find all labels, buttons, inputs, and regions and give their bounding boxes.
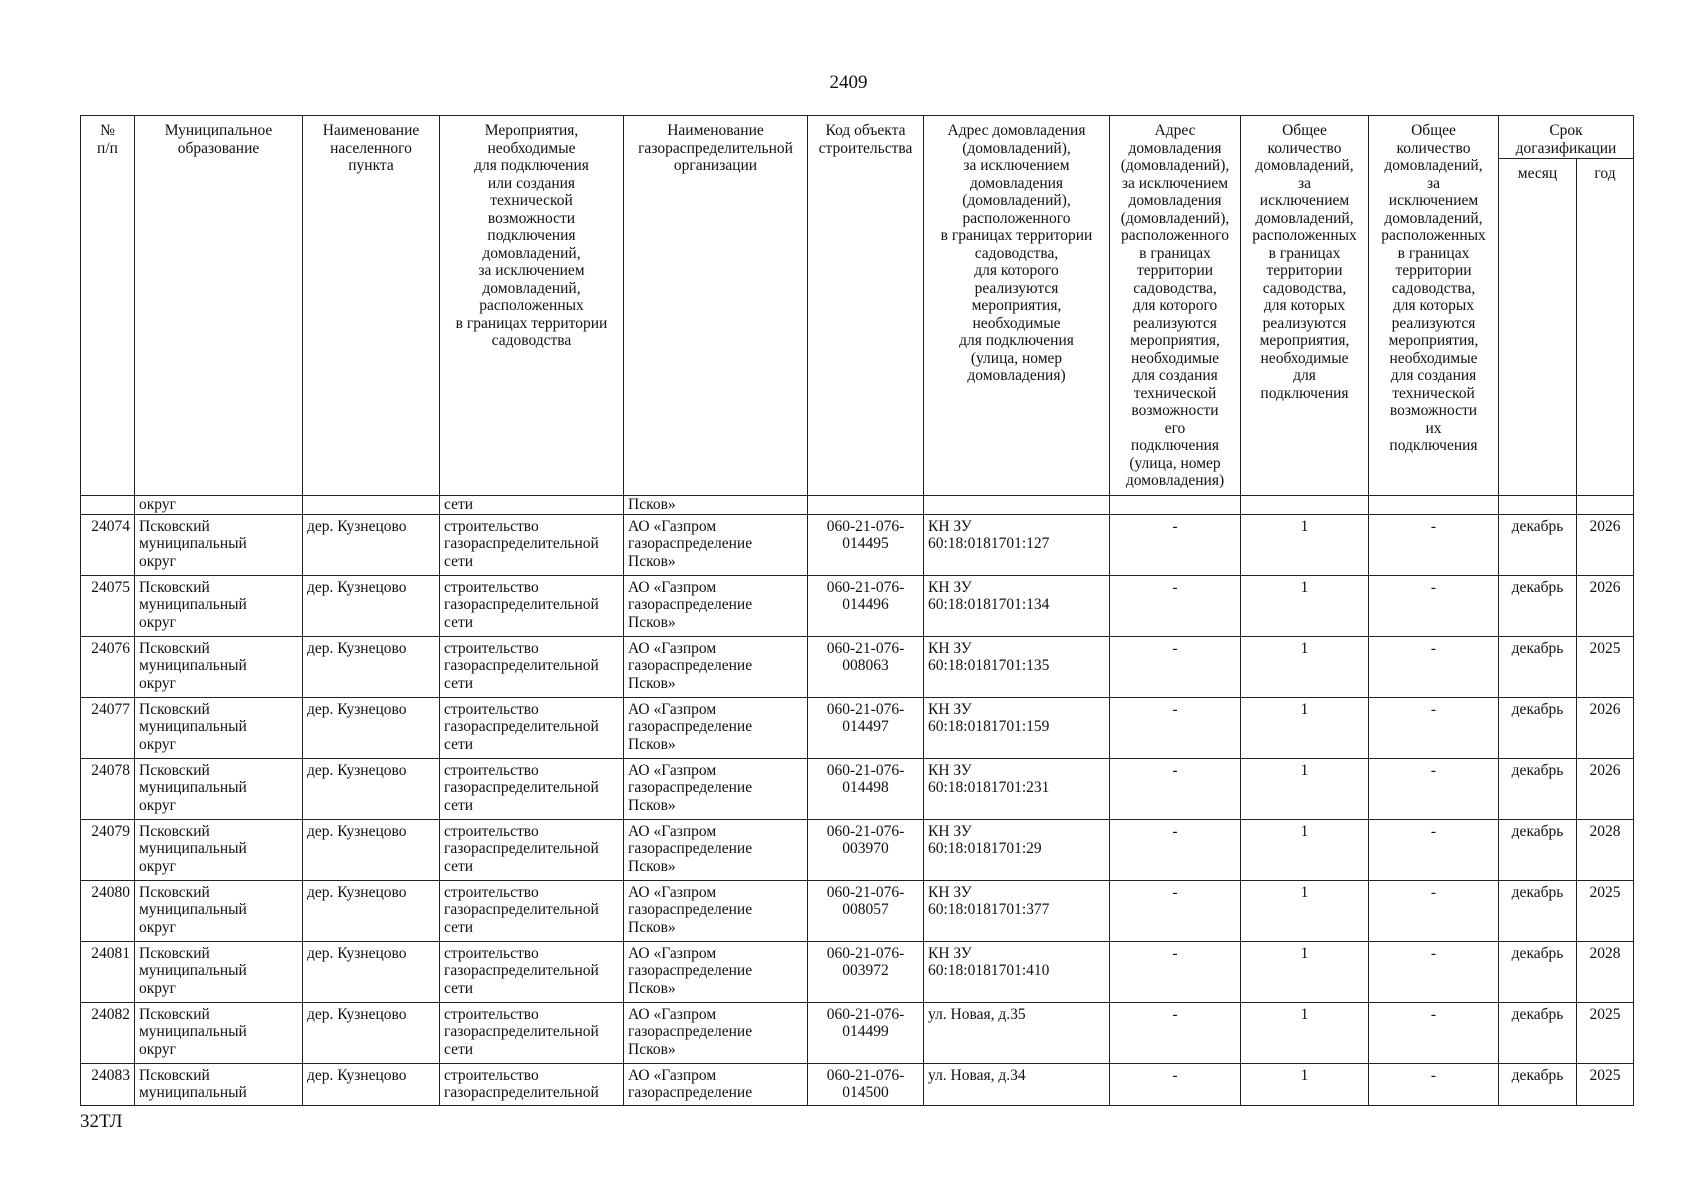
header-num: № п/п — [81, 116, 135, 496]
cell-address-tech: - — [1110, 1063, 1241, 1105]
cell-measures: строительство газораспределительной сети — [440, 819, 624, 880]
cell-settlement: дер. Кузнецово — [303, 1002, 440, 1063]
header-address-connect: Адрес домовладения (домовладений), за исключением домовладения (домовладений), расположенного в границах территории садоводства, для которого реализуются мероприятия, необходимые для подключения (улица, номер домовладения) — [924, 116, 1110, 496]
cell-measures: строительство газораспределительной — [440, 1063, 624, 1105]
cell-address-connect: ул. Новая, д.35 — [924, 1002, 1110, 1063]
cell-total-connect — [1241, 496, 1369, 515]
table-row — [81, 880, 1634, 941]
table-row — [81, 1002, 1634, 1063]
cell-municipality: округ — [135, 496, 303, 515]
cell-total-tech: - — [1369, 880, 1499, 941]
header-deadline: Срок догазификации — [1499, 116, 1634, 159]
cell-num: 24081 — [81, 941, 135, 1002]
cell-object-code: 060-21-076- 008057 — [808, 880, 924, 941]
cell-municipality: Псковский муниципальный округ — [135, 880, 303, 941]
cell-measures: сети — [440, 496, 624, 515]
table-header — [81, 116, 1634, 496]
cell-month: декабрь — [1499, 1002, 1577, 1063]
cell-settlement: дер. Кузнецово — [303, 636, 440, 697]
cell-total-tech: - — [1369, 819, 1499, 880]
cell-year: 2025 — [1577, 1063, 1634, 1105]
cell-year: 2026 — [1577, 514, 1634, 575]
cell-gdo: АО «Газпром газораспределение Псков» — [624, 575, 808, 636]
cell-total-connect: 1 — [1241, 1063, 1369, 1105]
cell-municipality: Псковский муниципальный округ — [135, 758, 303, 819]
cell-num: 24079 — [81, 819, 135, 880]
cell-month: декабрь — [1499, 941, 1577, 1002]
cell-address-tech: - — [1110, 880, 1241, 941]
cell-total-tech: - — [1369, 636, 1499, 697]
cell-year: 2026 — [1577, 758, 1634, 819]
cell-address-connect: КН ЗУ 60:18:0181701:29 — [924, 819, 1110, 880]
cell-settlement: дер. Кузнецово — [303, 941, 440, 1002]
cell-object-code: 060-21-076- 014498 — [808, 758, 924, 819]
cell-year — [1577, 496, 1634, 515]
cell-object-code: 060-21-076- 008063 — [808, 636, 924, 697]
header-municipality: Муниципальное образование — [135, 116, 303, 496]
cell-month: декабрь — [1499, 514, 1577, 575]
cell-settlement: дер. Кузнецово — [303, 880, 440, 941]
cell-num: 24074 — [81, 514, 135, 575]
cell-year: 2025 — [1577, 636, 1634, 697]
cell-num: 24083 — [81, 1063, 135, 1105]
cell-month: декабрь — [1499, 819, 1577, 880]
cell-month: декабрь — [1499, 758, 1577, 819]
table-row — [81, 758, 1634, 819]
cell-municipality: Псковский муниципальный округ — [135, 514, 303, 575]
header-total-tech: Общее количество домовладений, за исключением домовладений, расположенных в границах территории садоводства, для которых реализуются мероприятия, необходимые для создания технической возможности их подключения — [1369, 116, 1499, 496]
cell-gdo: Псков» — [624, 496, 808, 515]
cell-year: 2026 — [1577, 575, 1634, 636]
cell-object-code: 060-21-076- 014496 — [808, 575, 924, 636]
cell-measures: строительство газораспределительной сети — [440, 758, 624, 819]
cell-address-tech: - — [1110, 575, 1241, 636]
cell-gdo: АО «Газпром газораспределение Псков» — [624, 697, 808, 758]
cell-address-connect: ул. Новая, д.34 — [924, 1063, 1110, 1105]
cell-object-code — [808, 496, 924, 515]
cell-address-tech: - — [1110, 819, 1241, 880]
cell-municipality: Псковский муниципальный округ — [135, 636, 303, 697]
cell-total-connect: 1 — [1241, 941, 1369, 1002]
cell-address-connect: КН ЗУ 60:18:0181701:134 — [924, 575, 1110, 636]
cell-municipality: Псковский муниципальный округ — [135, 819, 303, 880]
cell-object-code: 060-21-076- 003972 — [808, 941, 924, 1002]
cell-num: 24077 — [81, 697, 135, 758]
cell-municipality: Псковский муниципальный округ — [135, 1002, 303, 1063]
cell-address-connect: КН ЗУ 60:18:0181701:127 — [924, 514, 1110, 575]
cell-total-tech: - — [1369, 758, 1499, 819]
cell-object-code: 060-21-076- 003970 — [808, 819, 924, 880]
cell-gdo: АО «Газпром газораспределение Псков» — [624, 514, 808, 575]
table-row — [81, 575, 1634, 636]
page-number: 2409 — [829, 72, 868, 93]
cell-month: декабрь — [1499, 697, 1577, 758]
gasification-table — [80, 115, 1634, 1106]
cell-settlement: дер. Кузнецово — [303, 697, 440, 758]
cell-address-tech — [1110, 496, 1241, 515]
cell-num: 24082 — [81, 1002, 135, 1063]
cell-settlement — [303, 496, 440, 515]
cell-gdo: АО «Газпром газораспределение Псков» — [624, 1002, 808, 1063]
cell-total-connect: 1 — [1241, 880, 1369, 941]
cell-measures: строительство газораспределительной сети — [440, 697, 624, 758]
table-row — [81, 941, 1634, 1002]
cell-total-tech: - — [1369, 1063, 1499, 1105]
cell-num — [81, 496, 135, 515]
cell-year: 2028 — [1577, 819, 1634, 880]
header-total-connect: Общее количество домовладений, за исключением домовладений, расположенных в границах территории садоводства, для которых реализуются мероприятия, необходимые для подключения — [1241, 116, 1369, 496]
cell-address-tech: - — [1110, 941, 1241, 1002]
cell-measures: строительство газораспределительной сети — [440, 1002, 624, 1063]
cell-total-tech: - — [1369, 697, 1499, 758]
table-row — [81, 636, 1634, 697]
cell-address-tech: - — [1110, 758, 1241, 819]
cell-gdo: АО «Газпром газораспределение Псков» — [624, 880, 808, 941]
cell-municipality: Псковский муниципальный округ — [135, 575, 303, 636]
cell-object-code: 060-21-076- 014495 — [808, 514, 924, 575]
footer-code: 32ТЛ — [80, 1111, 123, 1132]
cell-year: 2026 — [1577, 697, 1634, 758]
cell-month — [1499, 496, 1577, 515]
header-object-code: Код объекта строительства — [808, 116, 924, 496]
cell-municipality: Псковский муниципальный — [135, 1063, 303, 1105]
table-row — [81, 819, 1634, 880]
cell-month: декабрь — [1499, 575, 1577, 636]
cell-total-connect: 1 — [1241, 819, 1369, 880]
cell-object-code: 060-21-076- 014499 — [808, 1002, 924, 1063]
cell-gdo: АО «Газпром газораспределение Псков» — [624, 758, 808, 819]
cell-year: 2025 — [1577, 1002, 1634, 1063]
cell-address-connect — [924, 496, 1110, 515]
cell-measures: строительство газораспределительной сети — [440, 880, 624, 941]
table-row-continuation — [81, 496, 1634, 515]
cell-measures: строительство газораспределительной сети — [440, 636, 624, 697]
cell-gdo: АО «Газпром газораспределение Псков» — [624, 636, 808, 697]
cell-total-connect: 1 — [1241, 697, 1369, 758]
cell-total-connect: 1 — [1241, 514, 1369, 575]
cell-month: декабрь — [1499, 880, 1577, 941]
cell-settlement: дер. Кузнецово — [303, 1063, 440, 1105]
cell-measures: строительство газораспределительной сети — [440, 514, 624, 575]
cell-address-tech: - — [1110, 514, 1241, 575]
cell-total-tech: - — [1369, 575, 1499, 636]
cell-gdo: АО «Газпром газораспределение Псков» — [624, 819, 808, 880]
cell-address-connect: КН ЗУ 60:18:0181701:377 — [924, 880, 1110, 941]
cell-settlement: дер. Кузнецово — [303, 575, 440, 636]
cell-total-connect: 1 — [1241, 636, 1369, 697]
cell-address-connect: КН ЗУ 60:18:0181701:231 — [924, 758, 1110, 819]
header-settlement: Наименование населенного пункта — [303, 116, 440, 496]
cell-total-tech: - — [1369, 514, 1499, 575]
cell-month: декабрь — [1499, 1063, 1577, 1105]
cell-measures: строительство газораспределительной сети — [440, 941, 624, 1002]
cell-num: 24076 — [81, 636, 135, 697]
cell-address-tech: - — [1110, 1002, 1241, 1063]
table-row — [81, 1063, 1634, 1105]
header-address-tech: Адрес домовладения (домовладений), за исключением домовладения (домовладений), расположенного в границах территории садоводства, для которого реализуются мероприятия, необходимые для создания технической возможности его подключения (улица, номер домовладения) — [1110, 116, 1241, 496]
cell-year: 2028 — [1577, 941, 1634, 1002]
table-body — [81, 496, 1634, 1106]
cell-total-tech: - — [1369, 941, 1499, 1002]
cell-gdo: АО «Газпром газораспределение Псков» — [624, 941, 808, 1002]
cell-year: 2025 — [1577, 880, 1634, 941]
cell-object-code: 060-21-076- 014497 — [808, 697, 924, 758]
cell-num: 24075 — [81, 575, 135, 636]
cell-total-connect: 1 — [1241, 1002, 1369, 1063]
cell-settlement: дер. Кузнецово — [303, 819, 440, 880]
cell-object-code: 060-21-076- 014500 — [808, 1063, 924, 1105]
cell-month: декабрь — [1499, 636, 1577, 697]
table-row — [81, 697, 1634, 758]
cell-municipality: Псковский муниципальный округ — [135, 697, 303, 758]
header-year: год — [1577, 159, 1634, 496]
cell-total-tech — [1369, 496, 1499, 515]
cell-address-connect: КН ЗУ 60:18:0181701:410 — [924, 941, 1110, 1002]
header-gdo: Наименование газораспределительной организации — [624, 116, 808, 496]
table-row — [81, 514, 1634, 575]
cell-measures: строительство газораспределительной сети — [440, 575, 624, 636]
cell-gdo: АО «Газпром газораспределение — [624, 1063, 808, 1105]
cell-num: 24078 — [81, 758, 135, 819]
cell-address-connect: КН ЗУ 60:18:0181701:135 — [924, 636, 1110, 697]
cell-total-connect: 1 — [1241, 758, 1369, 819]
cell-address-connect: КН ЗУ 60:18:0181701:159 — [924, 697, 1110, 758]
header-measures: Мероприятия, необходимые для подключения или создания технической возможности подключения домовладений, за исключением домовладений, расположенных в границах территории садоводства — [440, 116, 624, 496]
cell-num: 24080 — [81, 880, 135, 941]
cell-total-tech: - — [1369, 1002, 1499, 1063]
cell-address-tech: - — [1110, 697, 1241, 758]
cell-address-tech: - — [1110, 636, 1241, 697]
cell-settlement: дер. Кузнецово — [303, 758, 440, 819]
cell-municipality: Псковский муниципальный округ — [135, 941, 303, 1002]
header-month: месяц — [1499, 159, 1577, 496]
cell-settlement: дер. Кузнецово — [303, 514, 440, 575]
cell-total-connect: 1 — [1241, 575, 1369, 636]
